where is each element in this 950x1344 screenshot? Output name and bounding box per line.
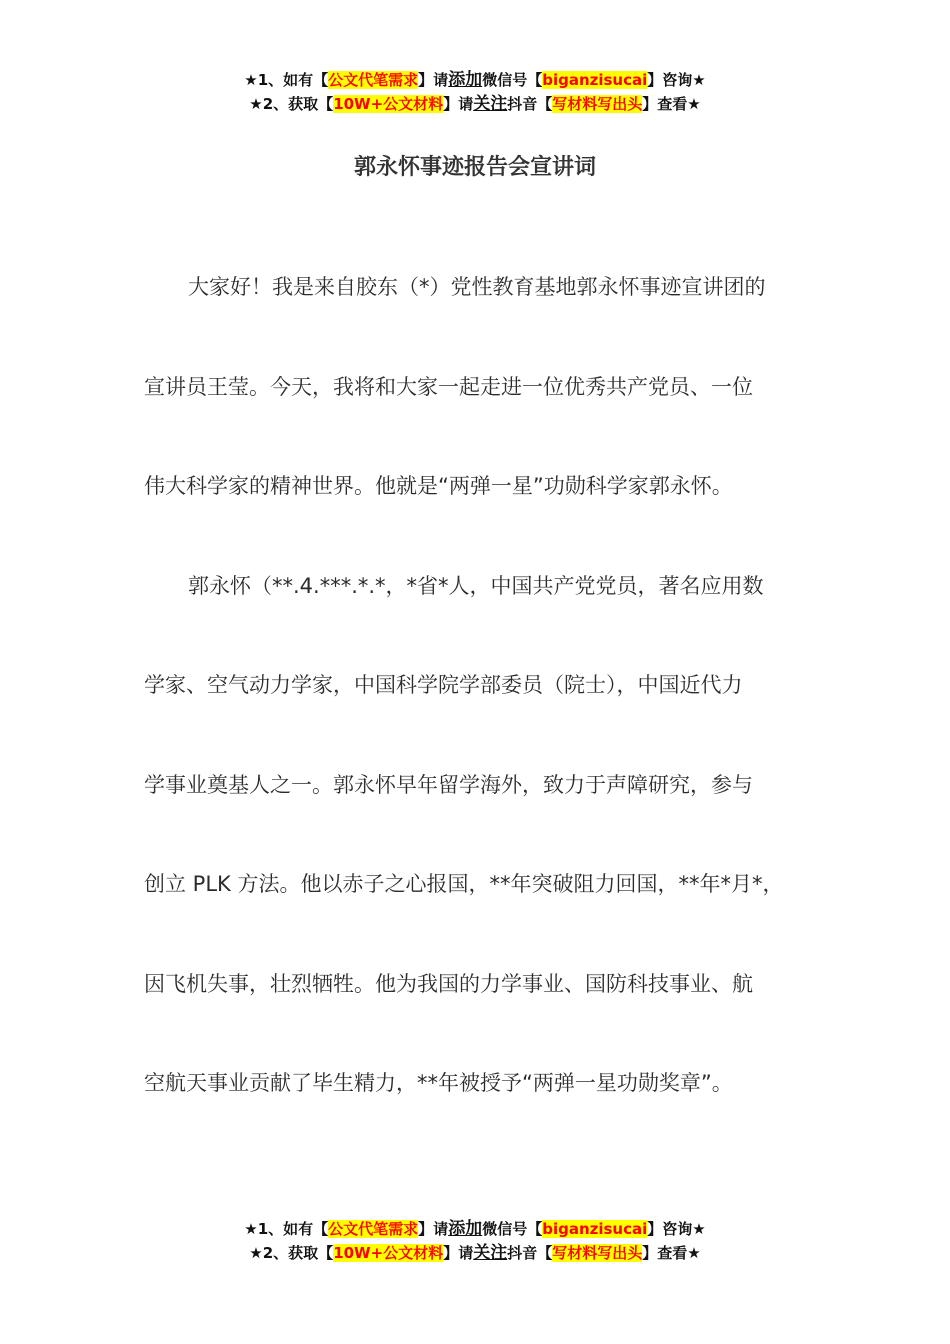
notice-text: ★1、如有【	[244, 71, 329, 89]
notice-text: 】查看★	[642, 1244, 701, 1262]
notice-add: 添加	[448, 1219, 483, 1239]
notice-text: 抖音【	[507, 1244, 553, 1262]
body-line: 创立 PLK 方法。他以赤子之心报国，**年突破阻力回国，**年*月*，	[144, 872, 784, 896]
notice-text: 微信号【	[482, 71, 543, 89]
notice-text: 微信号【	[482, 1220, 543, 1238]
notice-text: 】请	[418, 71, 449, 89]
notice-line-2	[0, 1241, 950, 1265]
highlight-douyin: 写材料写出头	[552, 95, 643, 113]
notice-add: 添加	[448, 70, 483, 90]
body-line: 伟大科学家的精神世界。他就是“两弹一星”功勋科学家郭永怀。	[144, 474, 733, 498]
highlight-wechat: biganzisucai	[542, 1220, 648, 1238]
header-notice	[0, 68, 950, 116]
highlight-material: 10W+公文材料	[333, 1244, 444, 1262]
highlight-service: 公文代笔需求	[328, 71, 419, 89]
notice-text: ★1、如有【	[244, 1220, 329, 1238]
body-line: 空航天事业贡献了毕生精力，**年被授予“两弹一星功勋奖章”。	[144, 1071, 733, 1095]
body-line: 学家、空气动力学家，中国科学院学部委员（院士），中国近代力	[144, 673, 743, 697]
body-line: 郭永怀（**.4.***.*.*，*省*人，中国共产党党员，著名应用数	[188, 573, 764, 598]
notice-line-1	[0, 68, 950, 92]
body-line: 因飞机失事，壮烈牺牲。他为我国的力学事业、国防科技事业、航	[144, 971, 753, 996]
notice-text: ★2、获取【	[249, 1244, 334, 1262]
highlight-wechat: biganzisucai	[542, 71, 648, 89]
notice-line-2	[0, 92, 950, 116]
notice-text: 】咨询★	[647, 1220, 706, 1238]
body-line: 学事业奠基人之一。郭永怀早年留学海外，致力于声障研究，参与	[144, 772, 753, 797]
notice-text: 】查看★	[642, 95, 701, 113]
body-line: 宣讲员王莹。今天，我将和大家一起走进一位优秀共产党员、一位	[144, 374, 753, 399]
highlight-service: 公文代笔需求	[328, 1220, 419, 1238]
footer-notice	[0, 1217, 950, 1265]
notice-text: 】请	[443, 1244, 474, 1262]
notice-text: 抖音【	[507, 95, 553, 113]
notice-text: 】请	[418, 1220, 449, 1238]
notice-text: ★2、获取【	[249, 95, 334, 113]
highlight-material: 10W+公文材料	[333, 95, 444, 113]
document-title: 郭永怀事迹报告会宣讲词	[353, 155, 596, 180]
notice-text: 】咨询★	[647, 71, 706, 89]
notice-follow: 关注	[473, 94, 508, 114]
body-line: 大家好！我是来自胶东（*）党性教育基地郭永怀事迹宣讲团的	[188, 275, 766, 299]
notice-line-1	[0, 1217, 950, 1241]
highlight-douyin: 写材料写出头	[552, 1244, 643, 1262]
notice-follow: 关注	[473, 1243, 508, 1263]
notice-text: 】请	[443, 95, 474, 113]
document-body	[144, 238, 824, 1134]
